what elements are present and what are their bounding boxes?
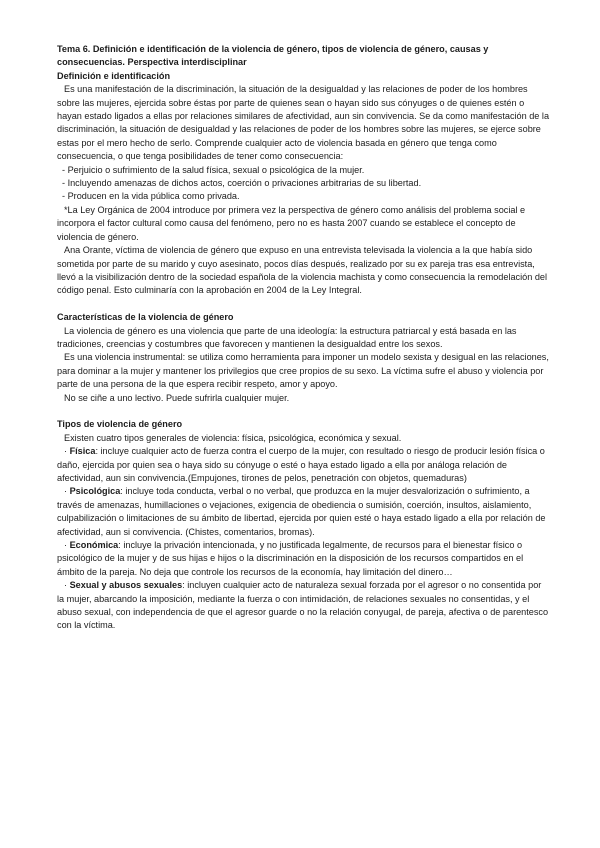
type-description: : incluye cualquier acto de fuerza contra el cuerpo de la mujer, con resultado o riesgo de producir lesión física o daño, ejercida por quien sea o haya sido su cónyuge o esté o haya estado ligado a ella por análoga relación de afectividad, aun sin convivencia.(Empujones, tirones de pelos, penetración con objetos, quemaduras) [57,446,545,483]
paragraph-definicion: Es una manifestación de la discriminación, la situación de la desigualdad y las relaciones de poder de los hombres sobre las mujeres, ejercida sobre éstas por parte de quienes sean o hayan sido sus cónyuges o de quienes estén o hayan estado ligados a ellas por relaciones similares de afectividad, aun sin convivencia. Se da como manifestación de la discriminación, la situación de desigualdad y las relaciones de poder de los hombres sobre las mujeres, se ejerce sobre estas por el mero hecho de serlo. Comprende cualquier acto de violencia basada en género que tenga como consecuencia, o que tenga posibilidades de tener como consecuencia: [57,84,550,162]
type-name: Psicológica [69,486,121,497]
document-title: Tema 6. Definición e identificación de la violencia de género, tipos de violencia de género, causas y consecuencias. Perspectiva interdisciplinar [57,44,489,68]
bullet: · [64,580,70,591]
list-item: - Incluyendo amenazas de dichos actos, coerción o privaciones arbitrarias de su libertad. [62,178,422,189]
type-name: Sexual y abusos sexuales [69,580,183,591]
paragraph-instrumental: Es una violencia instrumental: se utiliza como herramienta para imponer un modelo sexista y desigual en las relaciones, para dominar a la mujer y mantener los privilegios que cree propios de su sexo. La víctima sufre el abuso y violencia por parte de una persona de la que espera recibir respeto, amor y apoyo. [57,352,549,390]
type-name: Económica [69,540,119,550]
list-item: - Perjuicio o sufrimiento de la salud física, sexual o psicológica de la mujer. [62,164,365,175]
bullet: · [64,446,70,457]
bullet: · [64,540,70,550]
paragraph-ley-organica: *La Ley Orgánica de 2004 introduce por primera vez la perspectiva de género como análisis del problema social e incorpora el factor cultural como causa del fenómeno, pero no es hasta 2007 cuando se establece el concepto de violencia de género. [57,204,526,242]
type-description: : incluyen cualquier acto de naturaleza sexual forzada por el agresor o no consentida por la mujer, abarcando la imposición, mediante la fuerza o con intimidación, de relaciones sexuales no consentidas, y el abuso sexual, con independencia de que el agresor guarde o no la relación conyugal, de pareja, afectiva o de parentesco con la víctima. [57,580,549,631]
paragraph-tipos-intro: Existen cuatro tipos generales de violencia: física, psicológica, económica y sexual. [64,432,402,443]
type-description: : incluye toda conducta, verbal o no verbal, que produzca en la mujer desvalorización o sufrimiento, a través de amenazas, humillaciones o vejaciones, exigencia de obediencia o sumisión, coerción, insultos, aislamiento, culpabilización o limitaciones de su ámbito de libertad, ejercida por quien esté o haya estado ligado a ella por relación de afectividad, aun si convivencia. (Chistes, comentarios, bromas). [57,486,546,537]
type-description: : incluye la privación intencionada, y no justificada legalmente, de recursos para el bienestar físico o psicológico de la mujer y de sus hijas e hijos o la discriminación en la disposición de los recursos compartidos en el ámbito de la pareja. No deja que controle los recursos de la economía, hay limitación del dinero… [57,540,524,577]
spacer [57,405,550,418]
paragraph-ideologia: La violencia de género es una violencia que parte de una ideología: la estructura patriarcal y está basada en las tradiciones, creencias y costumbres que favorecen y mantienen la desigualdad entre los sexos. [57,325,517,349]
section-heading-tipos: Tipos de violencia de género [57,419,183,430]
paragraph-cualquier-mujer: No se ciñe a uno lectivo. Puede sufrirla cualquier mujer. [64,392,290,403]
violence-type-psicologica [57,485,550,539]
violence-type-economica [57,539,550,579]
violence-type-sexual [57,579,550,633]
bullet: · [64,486,70,497]
list-item: - Producen en la vida pública como privada. [62,191,240,202]
violence-type-fisica [57,445,550,485]
section-heading-caracteristicas: Características de la violencia de género [57,312,234,323]
spacer [57,298,550,311]
type-name: Física [69,446,96,457]
section-heading-definicion: Definición e identificación [57,70,171,81]
paragraph-ana-orante: Ana Orante, víctima de violencia de género que expuso en una entrevista televisada la violencia a la que había sido sometida por parte de su marido y cuyo asesinato, pocos días después, realizado por su ex pareja tras esa entrevista, llevó a la visibilización dentro de la sociedad española de la violencia machista y como consecuencia la remodelación del código penal. Esto culminaría con la aprobación en 2004 de la Ley Integral. [57,245,547,296]
